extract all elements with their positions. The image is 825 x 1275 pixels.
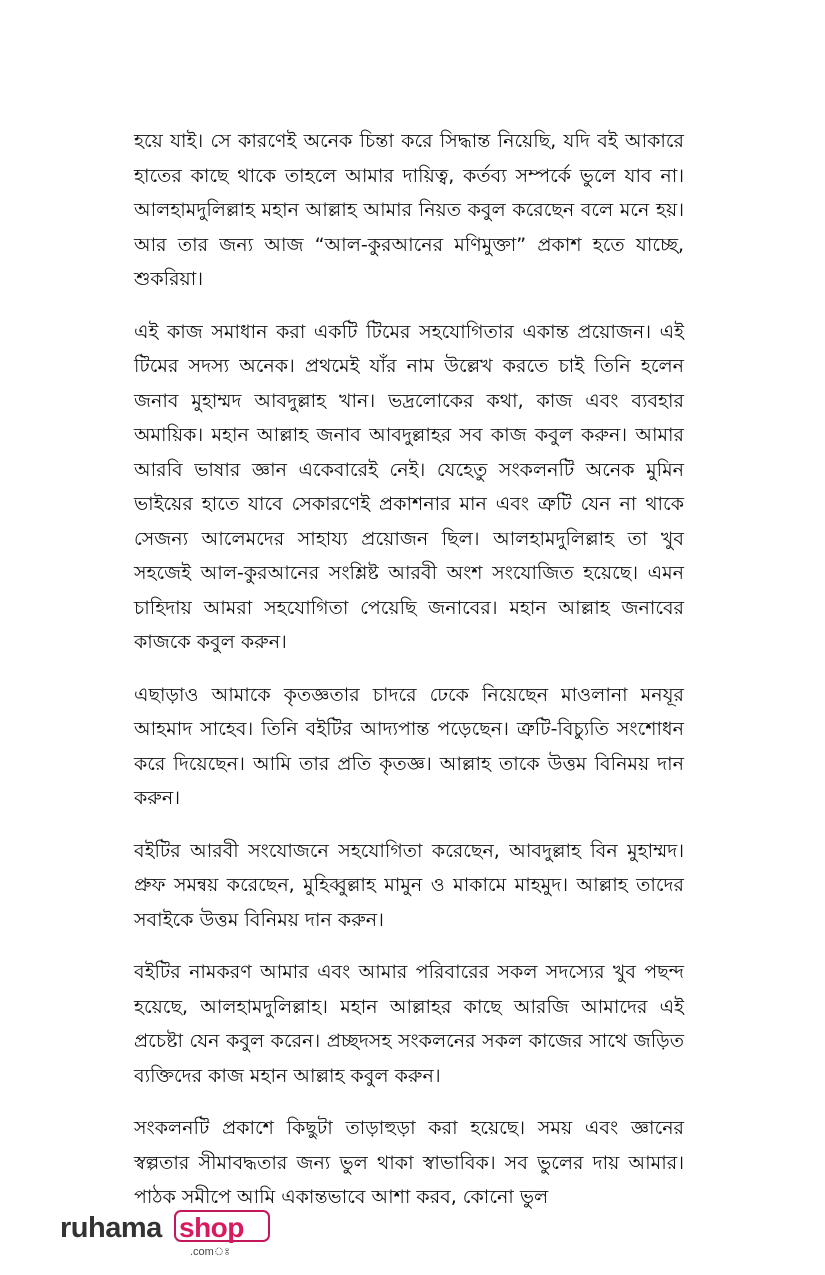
logo-text-ruhama: ruhama — [60, 1212, 162, 1244]
paragraph-6: সংকলনটি প্রকাশে কিছুটা তাড়াহুড়া করা হয়েছে। সময় এবং জ্ঞানের স্বল্পতার সীমাবদ্ধতার জন্য ভুল থাকা স্বাভাবিক। সব ভুলের দায় আমার। পাঠক সমীপে আমি একান্তভাবে আশা করব, কোনো ভুল — [134, 1117, 684, 1208]
logo-text-shop: shop — [179, 1212, 244, 1243]
paragraph-4: বইটির আরবী সংযোজনে সহযোগিতা করেছেন, আবদুল্লাহ বিন মুহাম্মদ। প্রুফ সমন্বয় করেছেন, মুহিব্বুল্লাহ মামুন ও মাকামে মাহমুদ। আল্লাহ তাদের সবাইকে উত্তম বিনিময় দান করুন। — [134, 839, 684, 931]
ruhamashop-logo — [60, 1210, 260, 1258]
paragraph-3: এছাড়াও আমাকে কৃতজ্ঞতার চাদরে ঢেকে নিয়েছেন মাওলানা মনযূর আহমাদ সাহেব। তিনি বইটির আদ্যপান্ত পড়েছেন। ত্রুটি-বিচ্যুতি সংশোধন করে দিয়েছেন। আমি তার প্রতি কৃতজ্ঞ। আল্লাহ তাকে উত্তম বিনিময় দান করুন। — [134, 683, 684, 809]
logo-domain: .comঃ — [190, 1246, 231, 1258]
paragraph-1: হয়ে যাই। সে কারণেই অনেক চিন্তা করে সিদ্ধান্ত নিয়েছি, যদি বই আকারে হাতের কাছে থাকে তাহলে আমার দায়িত্ব, কর্তব্য সম্পর্কে ভুলে যাব না। আলহামদুলিল্লাহ মহান আল্লাহ আমার নিয়ত কবুল করেছেন বলে মনে হয়। আর তার জন্য আজ “আল-কুরআনের মণিমুক্তা” প্রকাশ হতে যাচ্ছে, শুকরিয়া। — [134, 130, 684, 290]
paragraph-5: বইটির নামকরণ আমার এবং আমার পরিবারের সকল সদস্যের খুব পছন্দ হয়েছে, আলহামদুলিল্লাহ। মহান আল্লাহর কাছে আরজি আমাদের এই প্রচেষ্টা যেন কবুল করেন। প্রচ্ছদসহ সংকলনের সকল কাজের সাথে জড়িত ব্যক্তিদের কাজ মহান আল্লাহ কবুল করুন। — [134, 961, 684, 1087]
paragraph-2: এই কাজ সমাধান করা একটি টিমের সহযোগিতার একান্ত প্রয়োজন। এই টিমের সদস্য অনেক। প্রথমেই যাঁর নাম উল্লেখ করতে চাই তিনি হলেন জনাব মুহাম্মদ আবদুল্লাহ খান। ভদ্রলোকের কথা, কাজ এবং ব্যবহার অমায়িক। মহান আল্লাহ জনাব আবদুল্লাহর সব কাজ কবুল করুন। আমার আরবি ভাষার জ্ঞান একেবারেই নেই। যেহেতু সংকলনটি অনেক মুমিন ভাইয়ের হাতে যাবে সেকারণেই প্রকাশনার মান এবং ত্রুটি যেন না থাকে সেজন্য আলেমদের সাহায্য প্রয়োজন ছিল। আলহামদুলিল্লাহ তা খুব সহজেই আল-কুরআনের সংশ্লিষ্ট আরবী অংশ সংযোজিত হয়েছে। এমন চাহিদায় আমরা সহযোগিতা পেয়েছি জনাবের। মহান আল্লাহ জনাবের কাজকে কবুল করুন। — [134, 320, 684, 653]
body-text — [134, 124, 684, 1233]
